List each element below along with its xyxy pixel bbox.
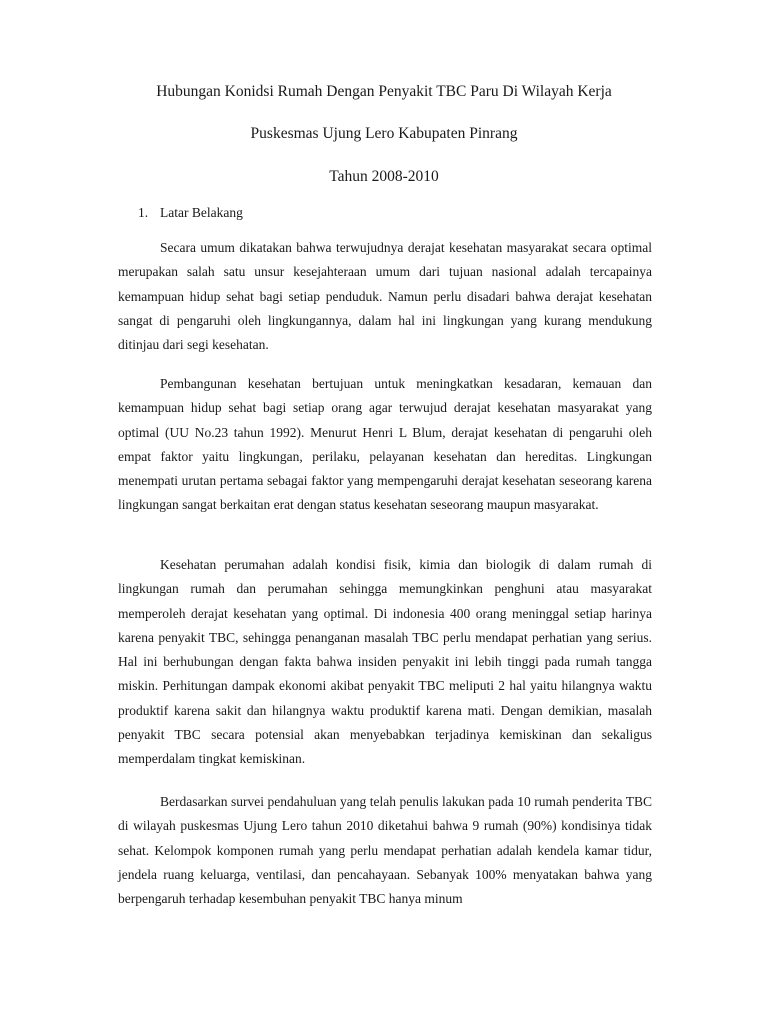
document-title-line-1: Hubungan Konidsi Rumah Dengan Penyakit TBC Paru Di Wilayah Kerja (156, 83, 612, 100)
section-title: Latar Belakang (160, 205, 243, 220)
paragraph-3: Kesehatan perumahan adalah kondisi fisik, kimia dan biologik di dalam rumah di lingkungan rumah dan perumahan sehingga memungkinkan penghuni atau masyarakat memperoleh derajat kesehatan yang optimal. Di indonesia 400 orang meninggal setiap harinya karena penyakit TBC, sehingga penanganan masalah TBC perlu mendapat perhatian yang serius. Hal ini berhubungan dengan fakta bahwa insiden penyakit ini lebih tinggi pada rumah tangga miskin. Perhitungan dampak ekonomi akibat penyakit TBC meliputi 2 hal yaitu hilangnya waktu produktif karena sakit dan hilangnya waktu produktif karena mati. Dengan demikian, masalah penyakit TBC secara potensial akan menyebabkan terjadinya kemiskinan dan sekaligus memperdalam tingkat kemiskinan. (118, 557, 652, 767)
paragraph-2: Pembangunan kesehatan bertujuan untuk meningkatkan kesadaran, kemauan dan kemampuan hidup sehat bagi setiap orang agar terwujud derajat kesehatan masyarakat yang optimal (UU No.23 tahun 1992). Menurut Henri L Blum, derajat kesehatan di pengaruhi oleh empat faktor yaitu lingkungan, perilaku, pelayanan kesehatan dan hereditas. Lingkungan menempati urutan pertama sebagai faktor yang mempengaruhi derajat kesehatan seseorang karena lingkungan sangat berkaitan erat dengan status kesehatan seseorang maupun masyarakat. (118, 376, 652, 513)
section-heading (138, 205, 243, 221)
section-number: 1. (138, 205, 149, 220)
document-title-line-2: Puskesmas Ujung Lero Kabupaten Pinrang (250, 125, 518, 142)
document-title-line-3: Tahun 2008-2010 (329, 168, 439, 185)
paragraph-4: Berdasarkan survei pendahuluan yang telah penulis lakukan pada 10 rumah penderita TBC di wilayah puskesmas Ujung Lero tahun 2010 diketahui bahwa 9 rumah (90%) kondisinya tidak sehat. Kelompok komponen rumah yang perlu mendapat perhatian adalah kendela kamar tidur, jendela ruang keluarga, ventilasi, dan pencahayaan. Sebanyak 100% menyatakan bahwa yang berpengaruh terhadap kesembuhan penyakit TBC hanya minum (118, 794, 652, 907)
paragraph-1: Secara umum dikatakan bahwa terwujudnya derajat kesehatan masyarakat secara optimal merupakan salah satu unsur kesejahteraan umum dari tujuan nasional adalah tercapainya kemampuan hidup sehat bagi setiap penduduk. Namun perlu disadari bahwa derajat kesehatan sangat di pengaruhi oleh lingkungannya, dalam hal ini lingkungan yang kurang mendukung ditinjau dari segi kesehatan. (118, 240, 652, 353)
